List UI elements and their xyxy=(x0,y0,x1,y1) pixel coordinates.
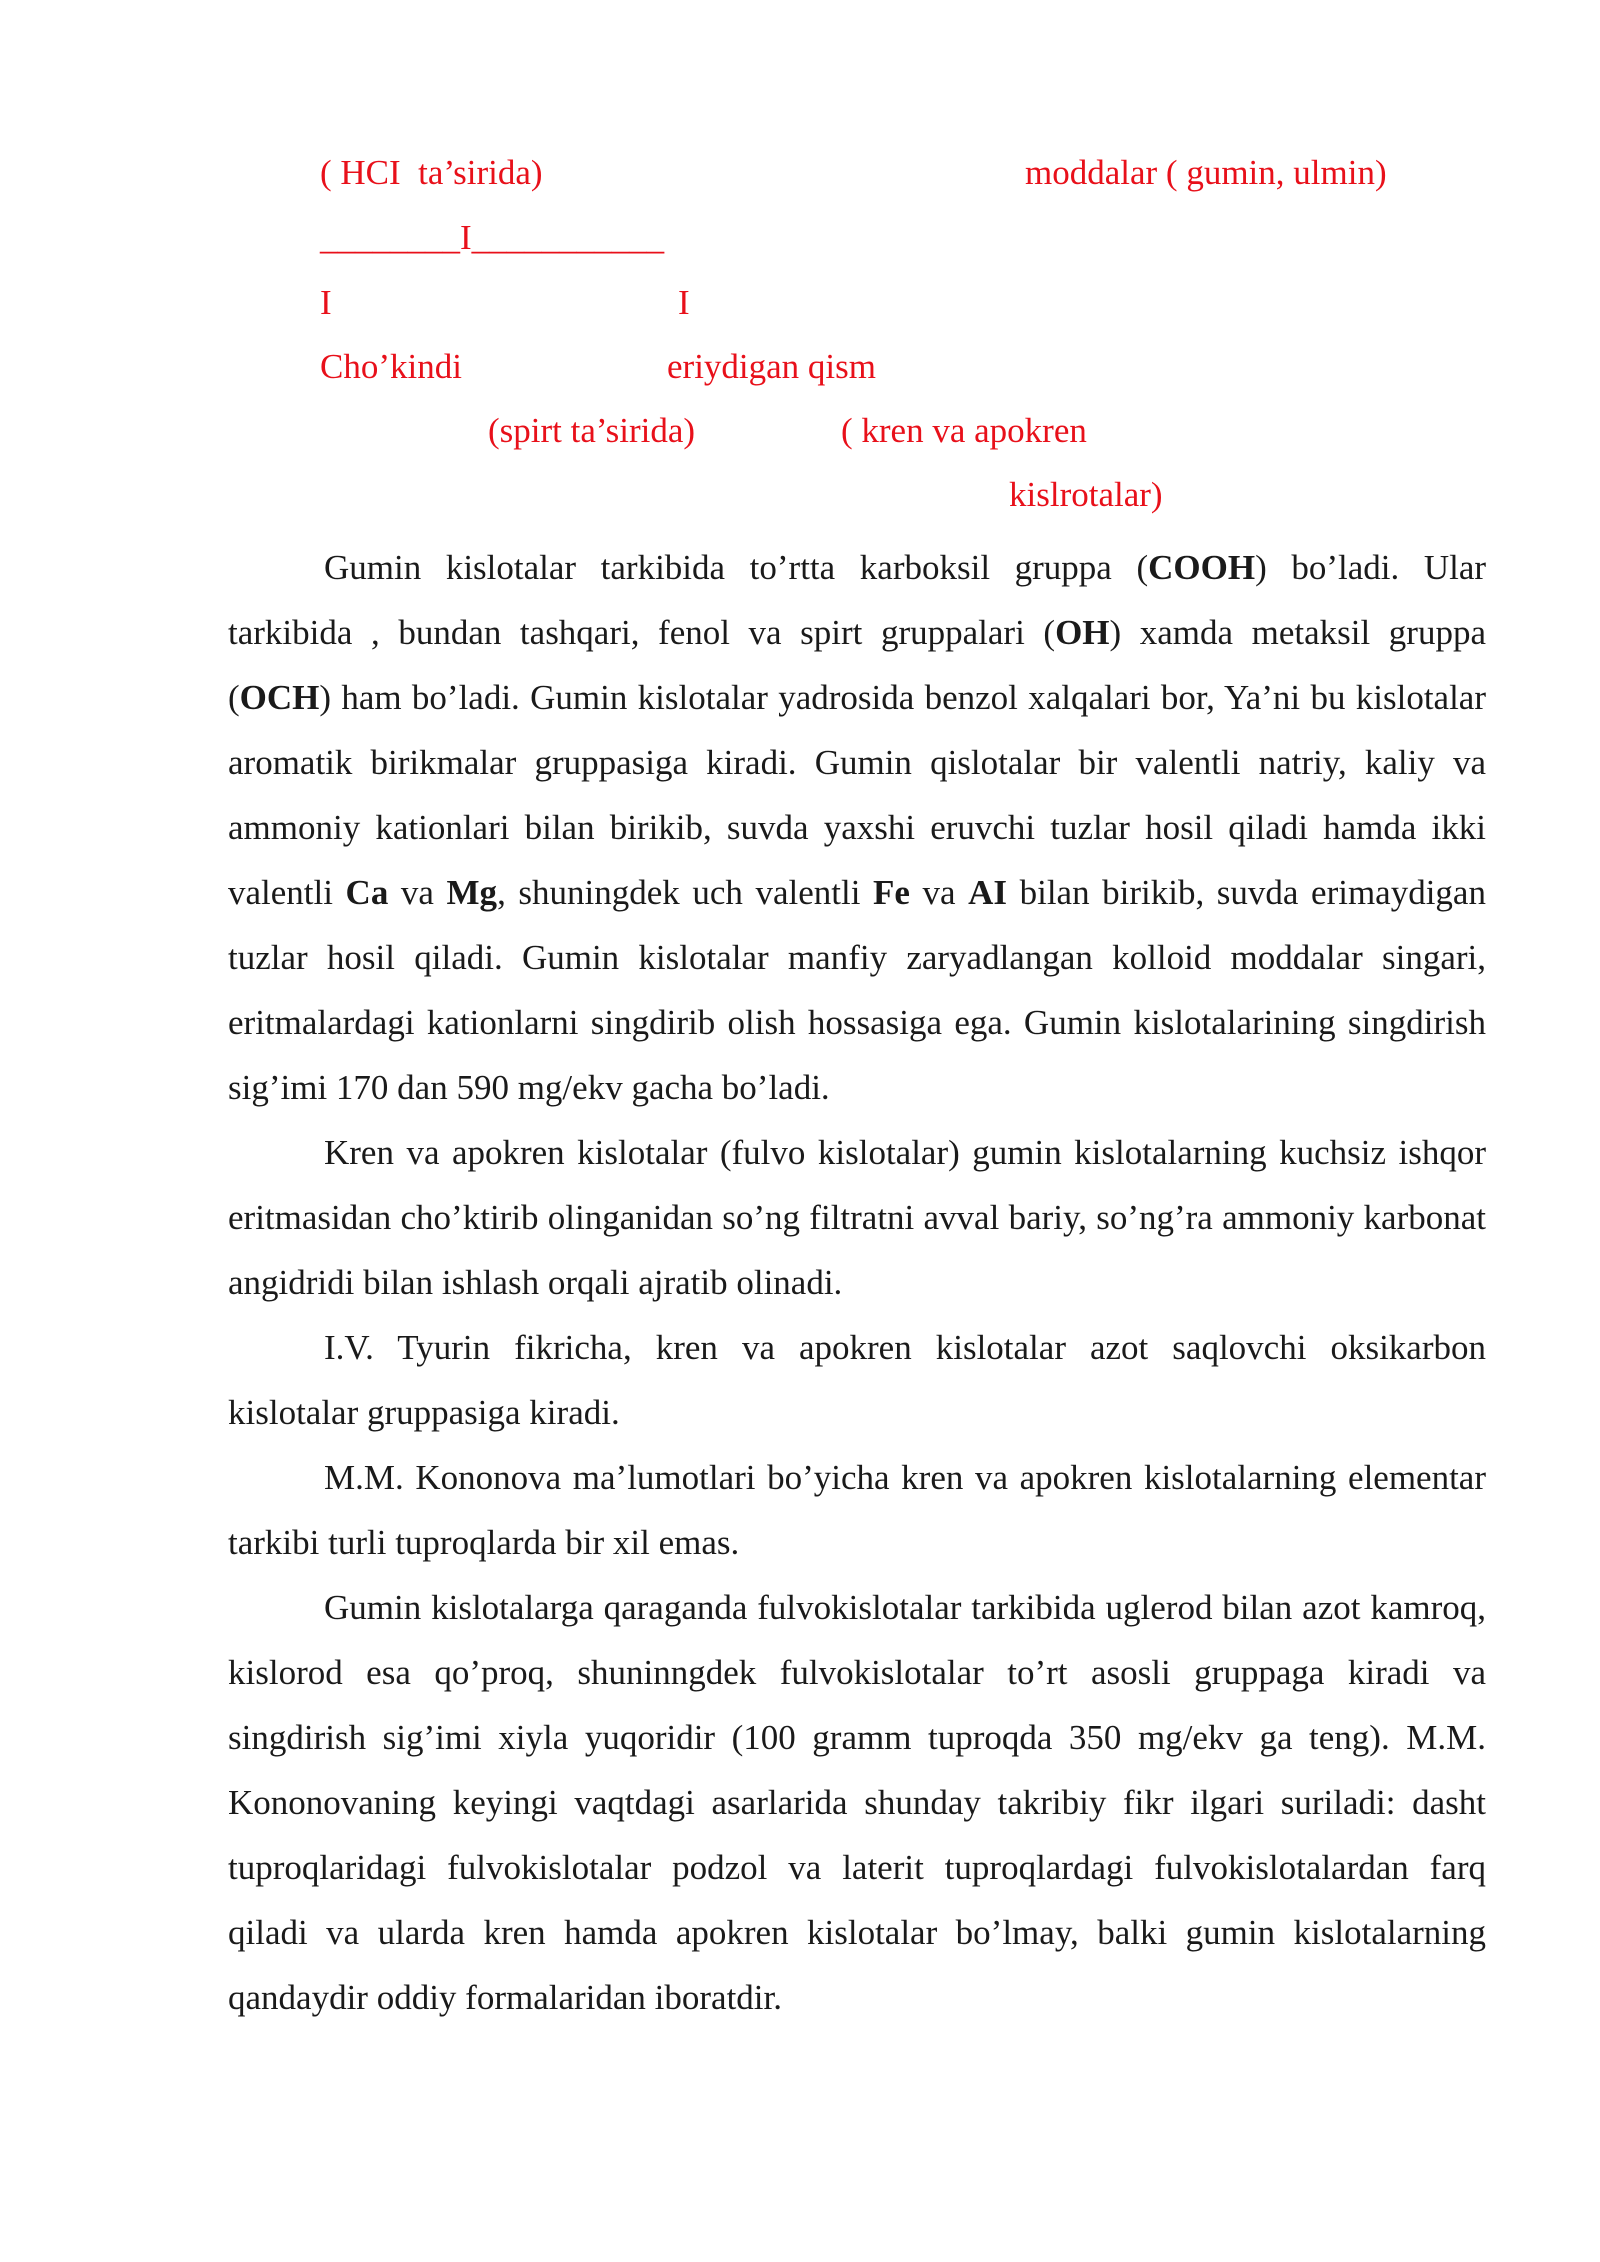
scheme-kislrotalar-label: kislrotalar) xyxy=(1009,475,1163,514)
formula-cooh: COOH xyxy=(1148,548,1256,587)
paragraph-kren-apokren: Kren va apokren kislotalar (fulvo kislotalar) gumin kislotalarning kuchsiz ishqor eritmasidan cho’ktirib olinganidan so’ng filtratni avval bariy, so’ng’ra ammoniy karbonat angidridi bilan ishlash orqali ajratib olinadi. xyxy=(228,1133,1486,1302)
scheme-left-mark: I xyxy=(320,283,332,322)
paragraph-gumin-composition xyxy=(228,535,1486,1120)
scheme-eriydigan-label: eriydigan qism xyxy=(667,347,876,386)
scheme-moddalar-label: moddalar ( gumin, ulmin) xyxy=(1025,153,1387,192)
text-span: Gumin kislotalar tarkibida to’rtta karboksil gruppa ( xyxy=(324,548,1149,587)
scheme-kren-label: ( kren va apokren xyxy=(841,411,1087,450)
text-span: ) xamda metaksil gruppa ( xyxy=(228,613,1486,717)
text-span: ) ham bo’ladi. Gumin kislotalar yadrosida benzol xalqalari bor, Ya’ni bu kislotalar aromatik birikmalar gruppasiga kiradi. Gumin qislotalar bir valentli natriy, kaliy va ammoniy kationlari bilan birikib, suvda yaxshi eruvchi tuzlar hosil qiladi hamda ikki valentli xyxy=(228,678,1486,912)
element-fe: Fe xyxy=(873,873,910,912)
text-span: va xyxy=(909,873,969,912)
formula-oh: OH xyxy=(1055,613,1110,652)
text-span: bilan birikib, suvda erimaydigan tuzlar hosil qiladi. Gumin kislotalar manfiy zaryadlangan kolloid moddalar singari, eritmalardagi kationlarni singdirib olish hossasiga ega. Gumin kislotalarining singdirish sig’imi 170 dan 590 mg/ekv gacha bo’ladi. xyxy=(228,873,1486,1107)
paragraph-fulvokislotalar: Gumin kislotalarga qaraganda fulvokislotalar tarkibida uglerod bilan azot kamroq, kislorod esa qo’proq, shuninngdek fulvokislotalar to’rt asosli gruppaga kiradi va singdirish sig’imi xiyla yuqoridir (100 gramm tuproqda 350 mg/ekv ga teng). M.M. Kononovaning keyingi vaqtdagi asarlarida shunday takribiy fikr ilgari suriladi: dasht tuproqlaridagi fulvokislotalar podzol va laterit tuproqlardagi fulvokislotalardan farq qiladi va ularda kren hamda apokren kislotalar bo’lmay, balki gumin kislotalarning qandaydir oddiy formalaridan iboratdir. xyxy=(228,1588,1486,2017)
scheme-spirt-label: (spirt ta’sirida) xyxy=(488,411,696,450)
paragraph-tyurin: I.V. Tyurin fikricha, kren va apokren kislotalar azot saqlovchi oksikarbon kislotalar gruppasiga kiradi. xyxy=(228,1328,1486,1432)
element-ca: Ca xyxy=(345,873,389,912)
scheme-branch-line: ________I___________ xyxy=(320,218,665,257)
formula-och: OCH xyxy=(239,678,320,717)
element-mg: Mg xyxy=(446,873,498,912)
text-span: va xyxy=(388,873,447,912)
scheme-right-mark: I xyxy=(678,283,690,322)
paragraph-kononova: M.M. Kononova ma’lumotlari bo’yicha kren va apokren kislotalarning elementar tarkibi turli tuproqlarda bir xil emas. xyxy=(228,1458,1486,1562)
text-span: , shuningdek uch valentli xyxy=(497,873,873,912)
body-text xyxy=(228,535,1486,2030)
scheme-chokindi-label: Cho’kindi xyxy=(320,347,462,386)
element-al: AI xyxy=(968,873,1008,912)
text-span: ) bo’ladi. Ular tarkibida , bundan tashqari, fenol va spirt gruppalari ( xyxy=(228,548,1487,652)
scheme-hcl-label: ( HCI ta’sirida) xyxy=(320,153,543,192)
